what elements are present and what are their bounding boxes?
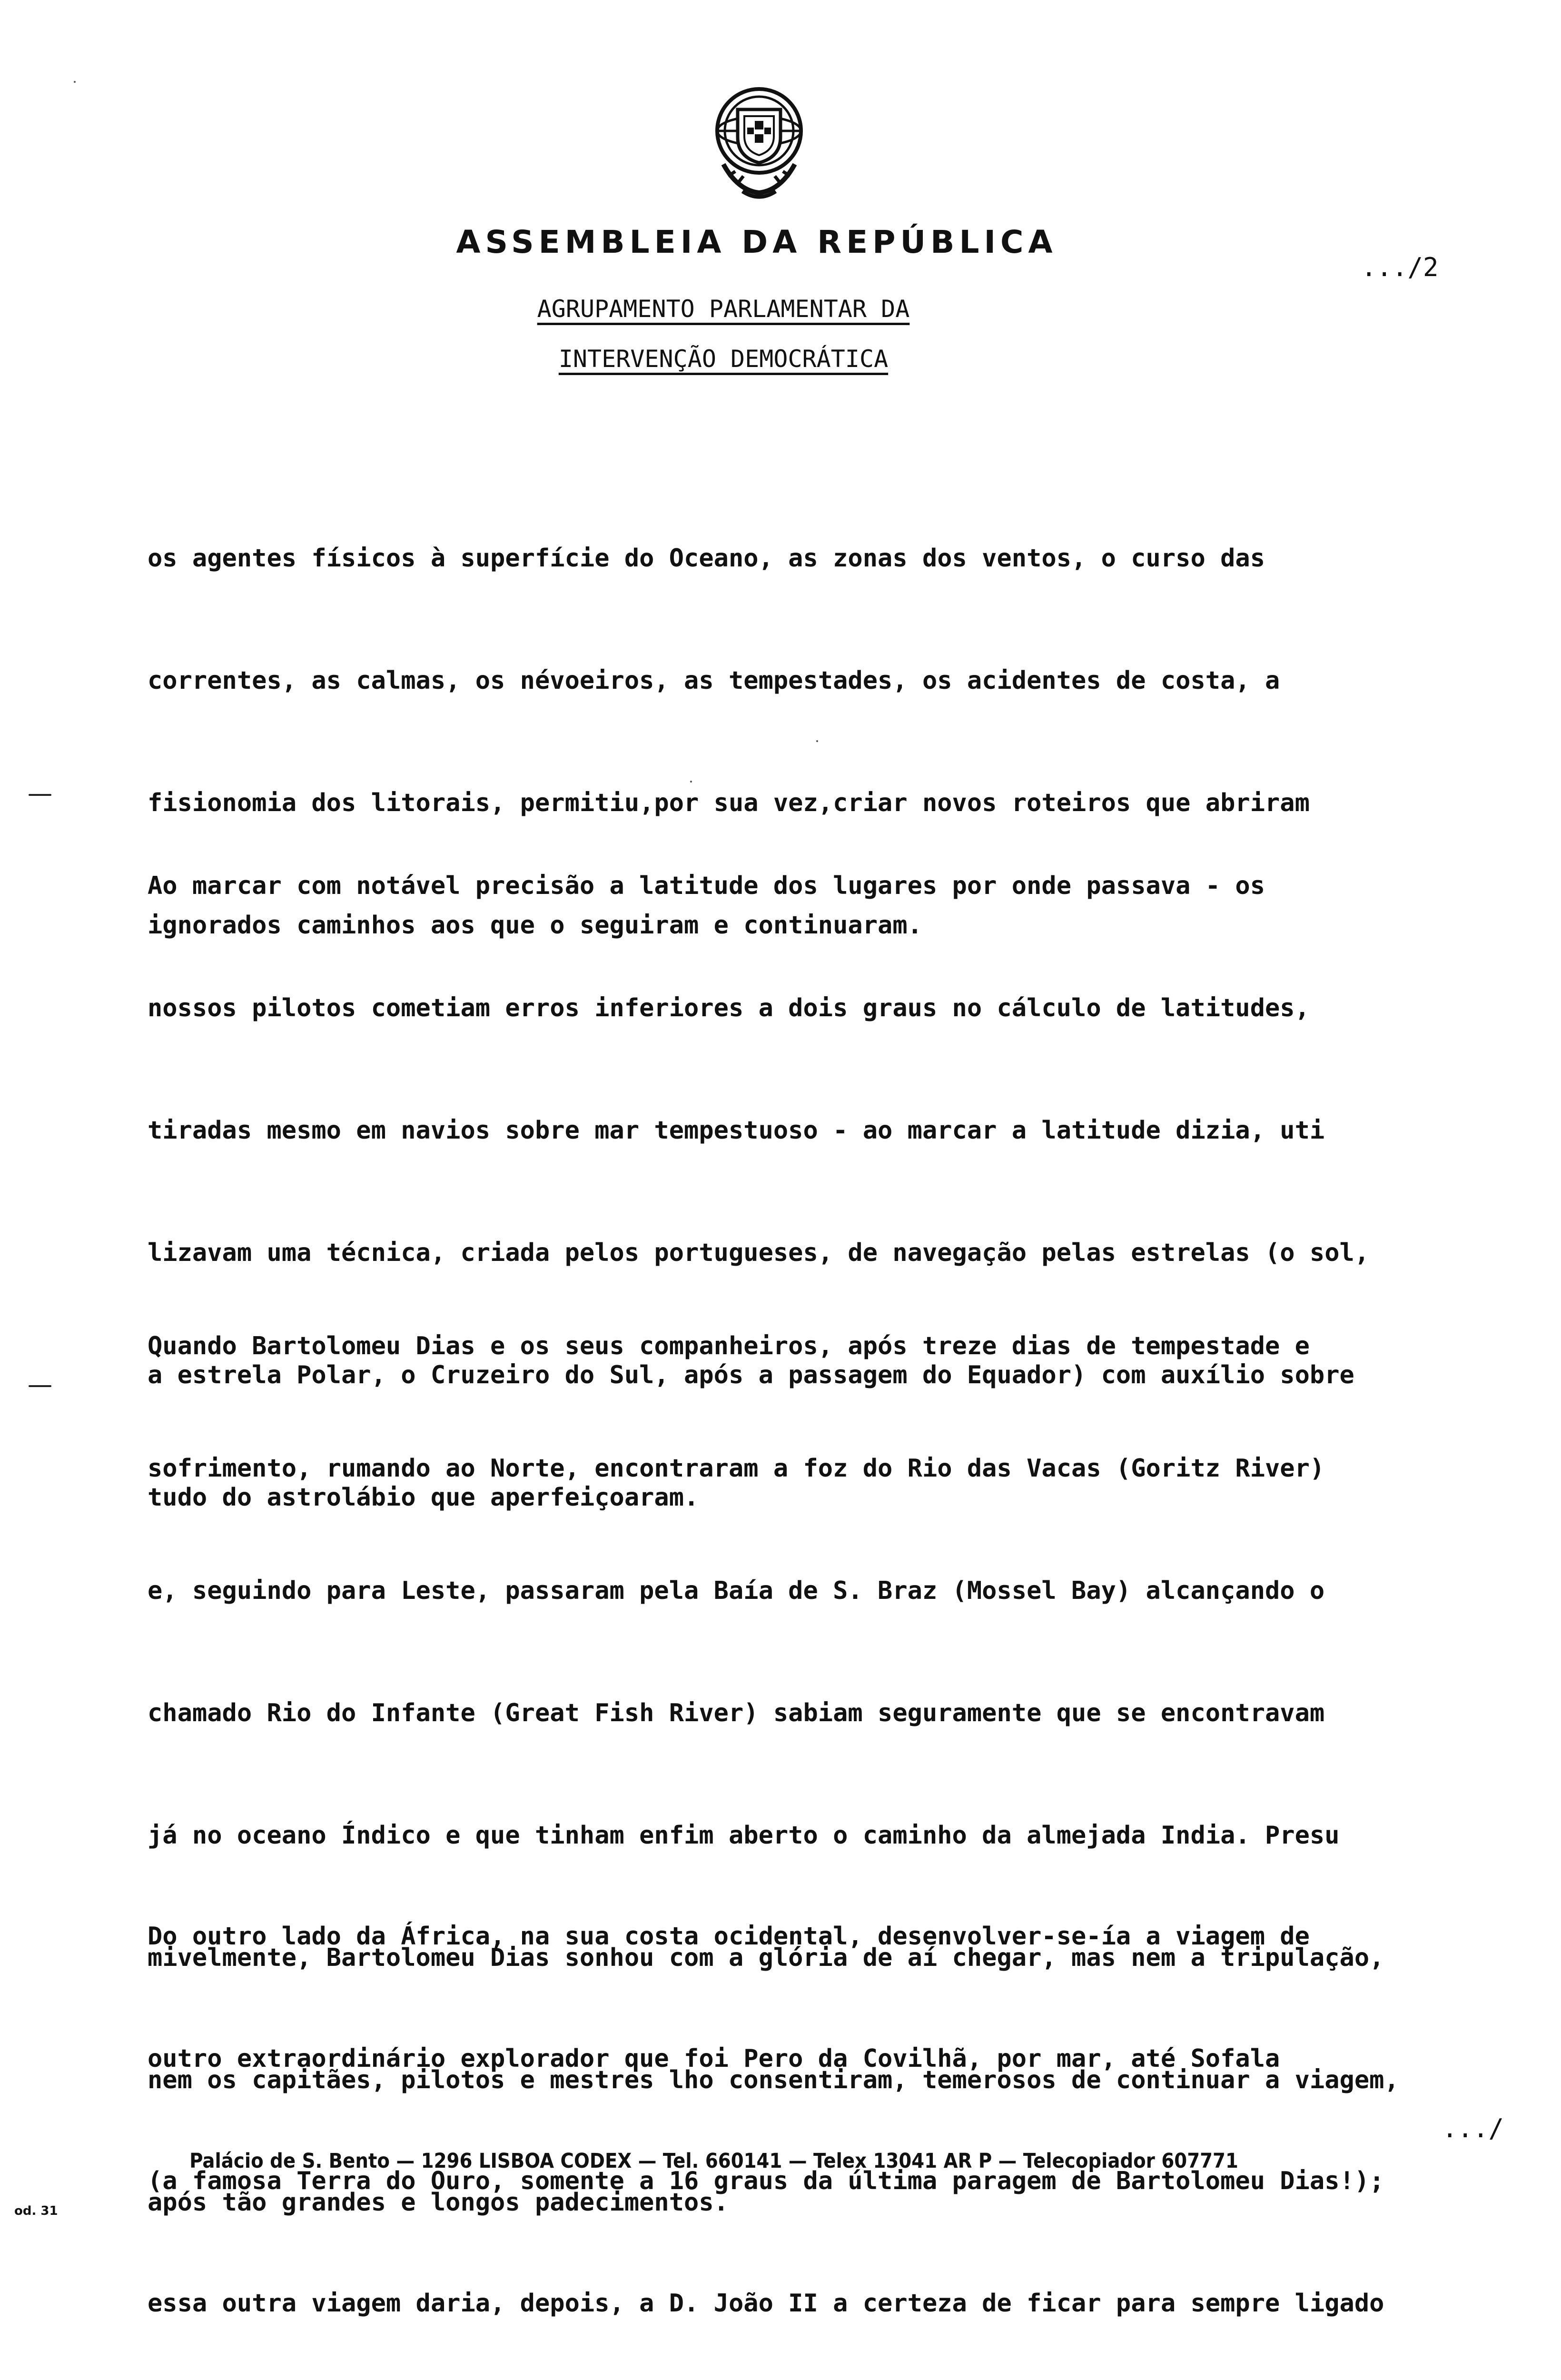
paragraph-4 — [148, 1847, 1537, 2380]
text-line: mivelmente, Bartolomeu Dias sonhou com a glória de aí chegar, mas nem a tripulação, — [148, 1944, 1384, 1972]
coat-of-arms-icon — [709, 81, 809, 205]
scan-speck — [816, 740, 818, 742]
text-line: já no oceano Índico e que tinham enfim aberto o caminho da almejada India. Presu — [148, 1821, 1340, 1850]
scan-speck — [74, 81, 76, 83]
text-line: essa outra viagem daria, depois, a D. João II a certeza de ficar para sempre ligado — [148, 2289, 1384, 2318]
page-number: .../2 — [1361, 252, 1439, 282]
text-line: os agentes físicos à superfície do Oceano, as zonas dos ventos, o curso das — [148, 544, 1265, 573]
footer-address: Palácio de S. Bento — 1296 LISBOA CODEX — Tel. 660141 — Telex 13041 AR P — Telecopiador 607771 — [189, 2149, 1238, 2173]
text-line: a estrela Polar, o Cruzeiro do Sul, após a passagem do Equador) com auxílio sobre — [148, 1361, 1354, 1389]
text-line: (a famosa Terra do Ouro, somente a 16 graus da última paragem de Bartolomeu Dias!); — [148, 2167, 1384, 2195]
text-line: fisionomia dos litorais, permitiu,por sua vez,criar novos roteiros que abriram — [148, 789, 1310, 817]
margin-mark — [29, 794, 51, 796]
text-line: Do outro lado da África, na sua costa ocidental, desenvolver-se-ía a viagem de — [148, 1922, 1310, 1951]
text-line: tudo do astrolábio que aperfeiçoaram. — [148, 1483, 699, 1512]
text-line: lizavam uma técnica, criada pelos portugueses, de navegação pelas estrelas (o sol, — [148, 1239, 1370, 1267]
page-title: ASSEMBLEIA DA REPÚBLICA — [456, 224, 1057, 260]
text-line: e, seguindo para Leste, passaram pela Baía de S. Braz (Mossel Bay) alcançando o — [148, 1577, 1325, 1605]
text-line: sofrimento, rumando ao Norte, encontraram a foz do Rio das Vacas (Goritz River) — [148, 1454, 1325, 1483]
margin-mark — [29, 1385, 51, 1387]
text-line: ignorados caminhos aos que o seguiram e continuaram. — [148, 911, 922, 940]
text-line: nem os capitães, pilotos e mestres lho consentiram, temerosos de continuar a viagem, — [148, 2066, 1399, 2094]
text-line: Quando Bartolomeu Dias e os seus companheiros, após treze dias de tempestade e — [148, 1332, 1310, 1360]
text-line: chamado Rio do Infante (Great Fish River) sabiam seguramente que se encontravam — [148, 1699, 1325, 1727]
text-line: correntes, as calmas, os névoeiros, as tempestades, os acidentes de costa, a — [148, 666, 1280, 695]
continuation-mark: .../ — [1442, 2113, 1504, 2143]
text-line: após tão grandes e longos padecimentos. — [148, 2188, 729, 2217]
form-code: od. 31 — [14, 2204, 58, 2218]
text-line: Ao marcar com notável precisão a latitude dos lugares por onde passava - os — [148, 872, 1265, 900]
scan-speck — [690, 781, 692, 783]
subtitle-line-1: AGRUPAMENTO PARLAMENTAR DA — [537, 295, 910, 323]
text-line: nossos pilotos cometiam erros inferiores a dois graus no cálculo de latitudes, — [148, 994, 1310, 1022]
text-line: outro extraordinário explorador que foi Pero da Covilhã, por mar, até Sofala — [148, 2044, 1280, 2073]
text-line: tiradas mesmo em navios sobre mar tempestuoso - ao marcar a latitude dizia, uti — [148, 1116, 1325, 1145]
subtitle-line-2: INTERVENÇÃO DEMOCRÁTICA — [558, 345, 889, 373]
